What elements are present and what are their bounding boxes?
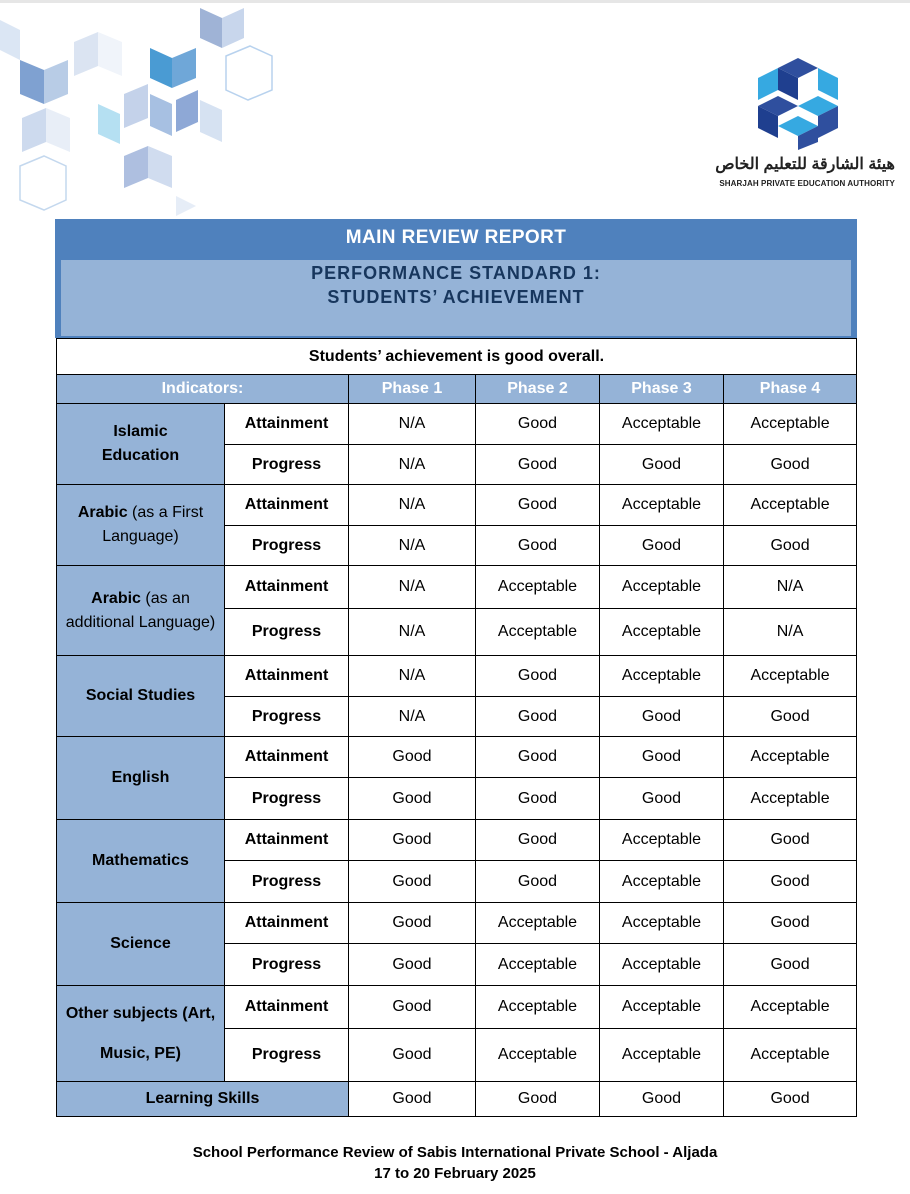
rating-cell: Good bbox=[476, 1082, 600, 1117]
rating-cell: Good bbox=[349, 986, 476, 1029]
subject-cell bbox=[57, 404, 225, 485]
rating-cell: Good bbox=[349, 861, 476, 903]
rating-cell: N/A bbox=[349, 656, 476, 697]
indicator-cell: Progress bbox=[225, 861, 349, 903]
rating-cell: Good bbox=[600, 737, 724, 778]
rating-cell: Acceptable bbox=[724, 404, 857, 445]
phase-header: Phase 3 bbox=[600, 375, 724, 404]
rating-cell: N/A bbox=[349, 485, 476, 526]
rating-cell: Good bbox=[349, 820, 476, 861]
rating-cell: Good bbox=[476, 485, 600, 526]
rating-cell: Good bbox=[724, 445, 857, 485]
indicator-cell: Progress bbox=[225, 778, 349, 820]
standard-heading-line2: STUDENTS’ ACHIEVEMENT bbox=[327, 287, 585, 307]
subject-name: Other subjects (Art, Music, PE) bbox=[65, 1004, 216, 1062]
achievement-table bbox=[56, 338, 857, 1117]
rating-cell: Good bbox=[600, 526, 724, 566]
subject-cell bbox=[57, 820, 225, 903]
rating-cell: Good bbox=[476, 820, 600, 861]
rating-cell: Acceptable bbox=[600, 609, 724, 656]
indicator-cell: Attainment bbox=[225, 820, 349, 861]
rating-cell: Good bbox=[349, 944, 476, 986]
indicator-cell: Attainment bbox=[225, 566, 349, 609]
rating-cell: Good bbox=[476, 737, 600, 778]
rating-cell: Good bbox=[724, 820, 857, 861]
summary-statement: Students’ achievement is good overall. bbox=[57, 339, 857, 375]
indicator-cell: Attainment bbox=[225, 903, 349, 944]
indicator-cell: Progress bbox=[225, 609, 349, 656]
indicator-cell: Attainment bbox=[225, 737, 349, 778]
rating-cell: Acceptable bbox=[600, 404, 724, 445]
subject-name: English bbox=[111, 769, 170, 786]
rating-cell: Acceptable bbox=[600, 1029, 724, 1082]
indicators-header: Indicators: bbox=[57, 375, 349, 404]
subject-name-qualifier: (as a First Language) bbox=[102, 504, 204, 545]
rating-cell: N/A bbox=[724, 566, 857, 609]
rating-cell: Good bbox=[349, 903, 476, 944]
rating-cell: Acceptable bbox=[724, 485, 857, 526]
subject-cell bbox=[57, 656, 225, 737]
logo-arabic-name: هيئة الشارقة للتعليم الخاص bbox=[715, 156, 895, 173]
rating-cell: Acceptable bbox=[600, 861, 724, 903]
rating-cell: Good bbox=[724, 526, 857, 566]
logo-english-name: SHARJAH PRIVATE EDUCATION AUTHORITY bbox=[719, 179, 895, 188]
rating-cell: Good bbox=[600, 778, 724, 820]
report-banner bbox=[55, 219, 857, 338]
rating-cell: Acceptable bbox=[600, 485, 724, 526]
footer-date-line: 17 to 20 February 2025 bbox=[374, 1165, 536, 1182]
rating-cell: Good bbox=[600, 445, 724, 485]
table-row bbox=[57, 566, 857, 609]
indicator-cell: Progress bbox=[225, 526, 349, 566]
subject-name: Arabic bbox=[77, 504, 128, 521]
rating-cell: Acceptable bbox=[600, 656, 724, 697]
spea-logo bbox=[700, 56, 900, 196]
phase-header: Phase 1 bbox=[349, 375, 476, 404]
table-row bbox=[57, 820, 857, 861]
indicator-cell: Progress bbox=[225, 445, 349, 485]
rating-cell: Acceptable bbox=[600, 566, 724, 609]
decorative-cube-pattern bbox=[0, 0, 300, 220]
rating-cell: Good bbox=[724, 903, 857, 944]
rating-cell: Good bbox=[476, 861, 600, 903]
indicator-cell: Attainment bbox=[225, 656, 349, 697]
rating-cell: N/A bbox=[349, 609, 476, 656]
subject-cell bbox=[57, 903, 225, 986]
rating-cell: N/A bbox=[349, 697, 476, 737]
table-row bbox=[57, 737, 857, 778]
report-title: MAIN REVIEW REPORT bbox=[345, 227, 567, 248]
rating-cell: Good bbox=[724, 1082, 857, 1117]
rating-cell: Acceptable bbox=[600, 820, 724, 861]
table-row bbox=[57, 986, 857, 1029]
footer-school-line: School Performance Review of Sabis International Private School - Aljada bbox=[192, 1144, 718, 1161]
indicator-cell: Progress bbox=[225, 697, 349, 737]
rating-cell: Acceptable bbox=[476, 566, 600, 609]
standard-heading bbox=[61, 260, 851, 336]
subject-cell bbox=[57, 986, 225, 1082]
subject-name: Arabic bbox=[91, 589, 141, 607]
rating-cell: Good bbox=[724, 697, 857, 737]
rating-cell: Acceptable bbox=[600, 944, 724, 986]
rating-cell: N/A bbox=[349, 404, 476, 445]
rating-cell: Good bbox=[724, 861, 857, 903]
rating-cell: N/A bbox=[349, 445, 476, 485]
phase-header: Phase 4 bbox=[724, 375, 857, 404]
subject-cell bbox=[57, 737, 225, 820]
rating-cell: Good bbox=[600, 697, 724, 737]
rating-cell: Good bbox=[724, 944, 857, 986]
indicator-cell: Progress bbox=[225, 1029, 349, 1082]
page-footer bbox=[0, 1142, 910, 1184]
subject-cell bbox=[57, 566, 225, 656]
table-header-row bbox=[57, 375, 857, 404]
rating-cell: Good bbox=[476, 445, 600, 485]
rating-cell: Acceptable bbox=[476, 1029, 600, 1082]
subject-name: Science bbox=[110, 935, 171, 952]
rating-cell: Good bbox=[476, 404, 600, 445]
indicator-cell: Progress bbox=[225, 944, 349, 986]
spea-logo-mark-icon bbox=[756, 56, 840, 150]
rating-cell: Acceptable bbox=[476, 986, 600, 1029]
table-row bbox=[57, 903, 857, 944]
rating-cell: Good bbox=[349, 778, 476, 820]
rating-cell: Acceptable bbox=[724, 737, 857, 778]
rating-cell: Acceptable bbox=[476, 609, 600, 656]
table-row bbox=[57, 485, 857, 526]
subject-name: Social Studies bbox=[85, 687, 196, 704]
rating-cell: Acceptable bbox=[724, 656, 857, 697]
subject-name-qualifier: (as an additional Language) bbox=[65, 589, 216, 631]
standard-heading-line1: PERFORMANCE STANDARD 1: bbox=[311, 263, 601, 283]
rating-cell: Acceptable bbox=[600, 903, 724, 944]
rating-cell: Acceptable bbox=[724, 1029, 857, 1082]
indicator-cell: Attainment bbox=[225, 986, 349, 1029]
rating-cell: Acceptable bbox=[724, 778, 857, 820]
rating-cell: Acceptable bbox=[724, 986, 857, 1029]
subject-cell bbox=[57, 485, 225, 566]
rating-cell: Good bbox=[349, 737, 476, 778]
rating-cell: Good bbox=[476, 526, 600, 566]
rating-cell: Good bbox=[349, 1082, 476, 1117]
indicator-cell: Attainment bbox=[225, 485, 349, 526]
subject-name: Mathematics bbox=[92, 852, 189, 869]
subject-name: Islamic Education bbox=[101, 423, 180, 464]
rating-cell: Good bbox=[476, 656, 600, 697]
rating-cell: Good bbox=[476, 697, 600, 737]
rating-cell: Acceptable bbox=[476, 944, 600, 986]
rating-cell: Good bbox=[600, 1082, 724, 1117]
rating-cell: N/A bbox=[349, 566, 476, 609]
rating-cell: N/A bbox=[349, 526, 476, 566]
rating-cell: Good bbox=[476, 778, 600, 820]
table-row bbox=[57, 404, 857, 445]
rating-cell: N/A bbox=[724, 609, 857, 656]
rating-cell: Acceptable bbox=[476, 903, 600, 944]
phase-header: Phase 2 bbox=[476, 375, 600, 404]
learning-skills-label: Learning Skills bbox=[57, 1082, 349, 1117]
rating-cell: Good bbox=[349, 1029, 476, 1082]
learning-skills-row bbox=[57, 1082, 857, 1117]
table-row bbox=[57, 656, 857, 697]
indicator-cell: Attainment bbox=[225, 404, 349, 445]
rating-cell: Acceptable bbox=[600, 986, 724, 1029]
